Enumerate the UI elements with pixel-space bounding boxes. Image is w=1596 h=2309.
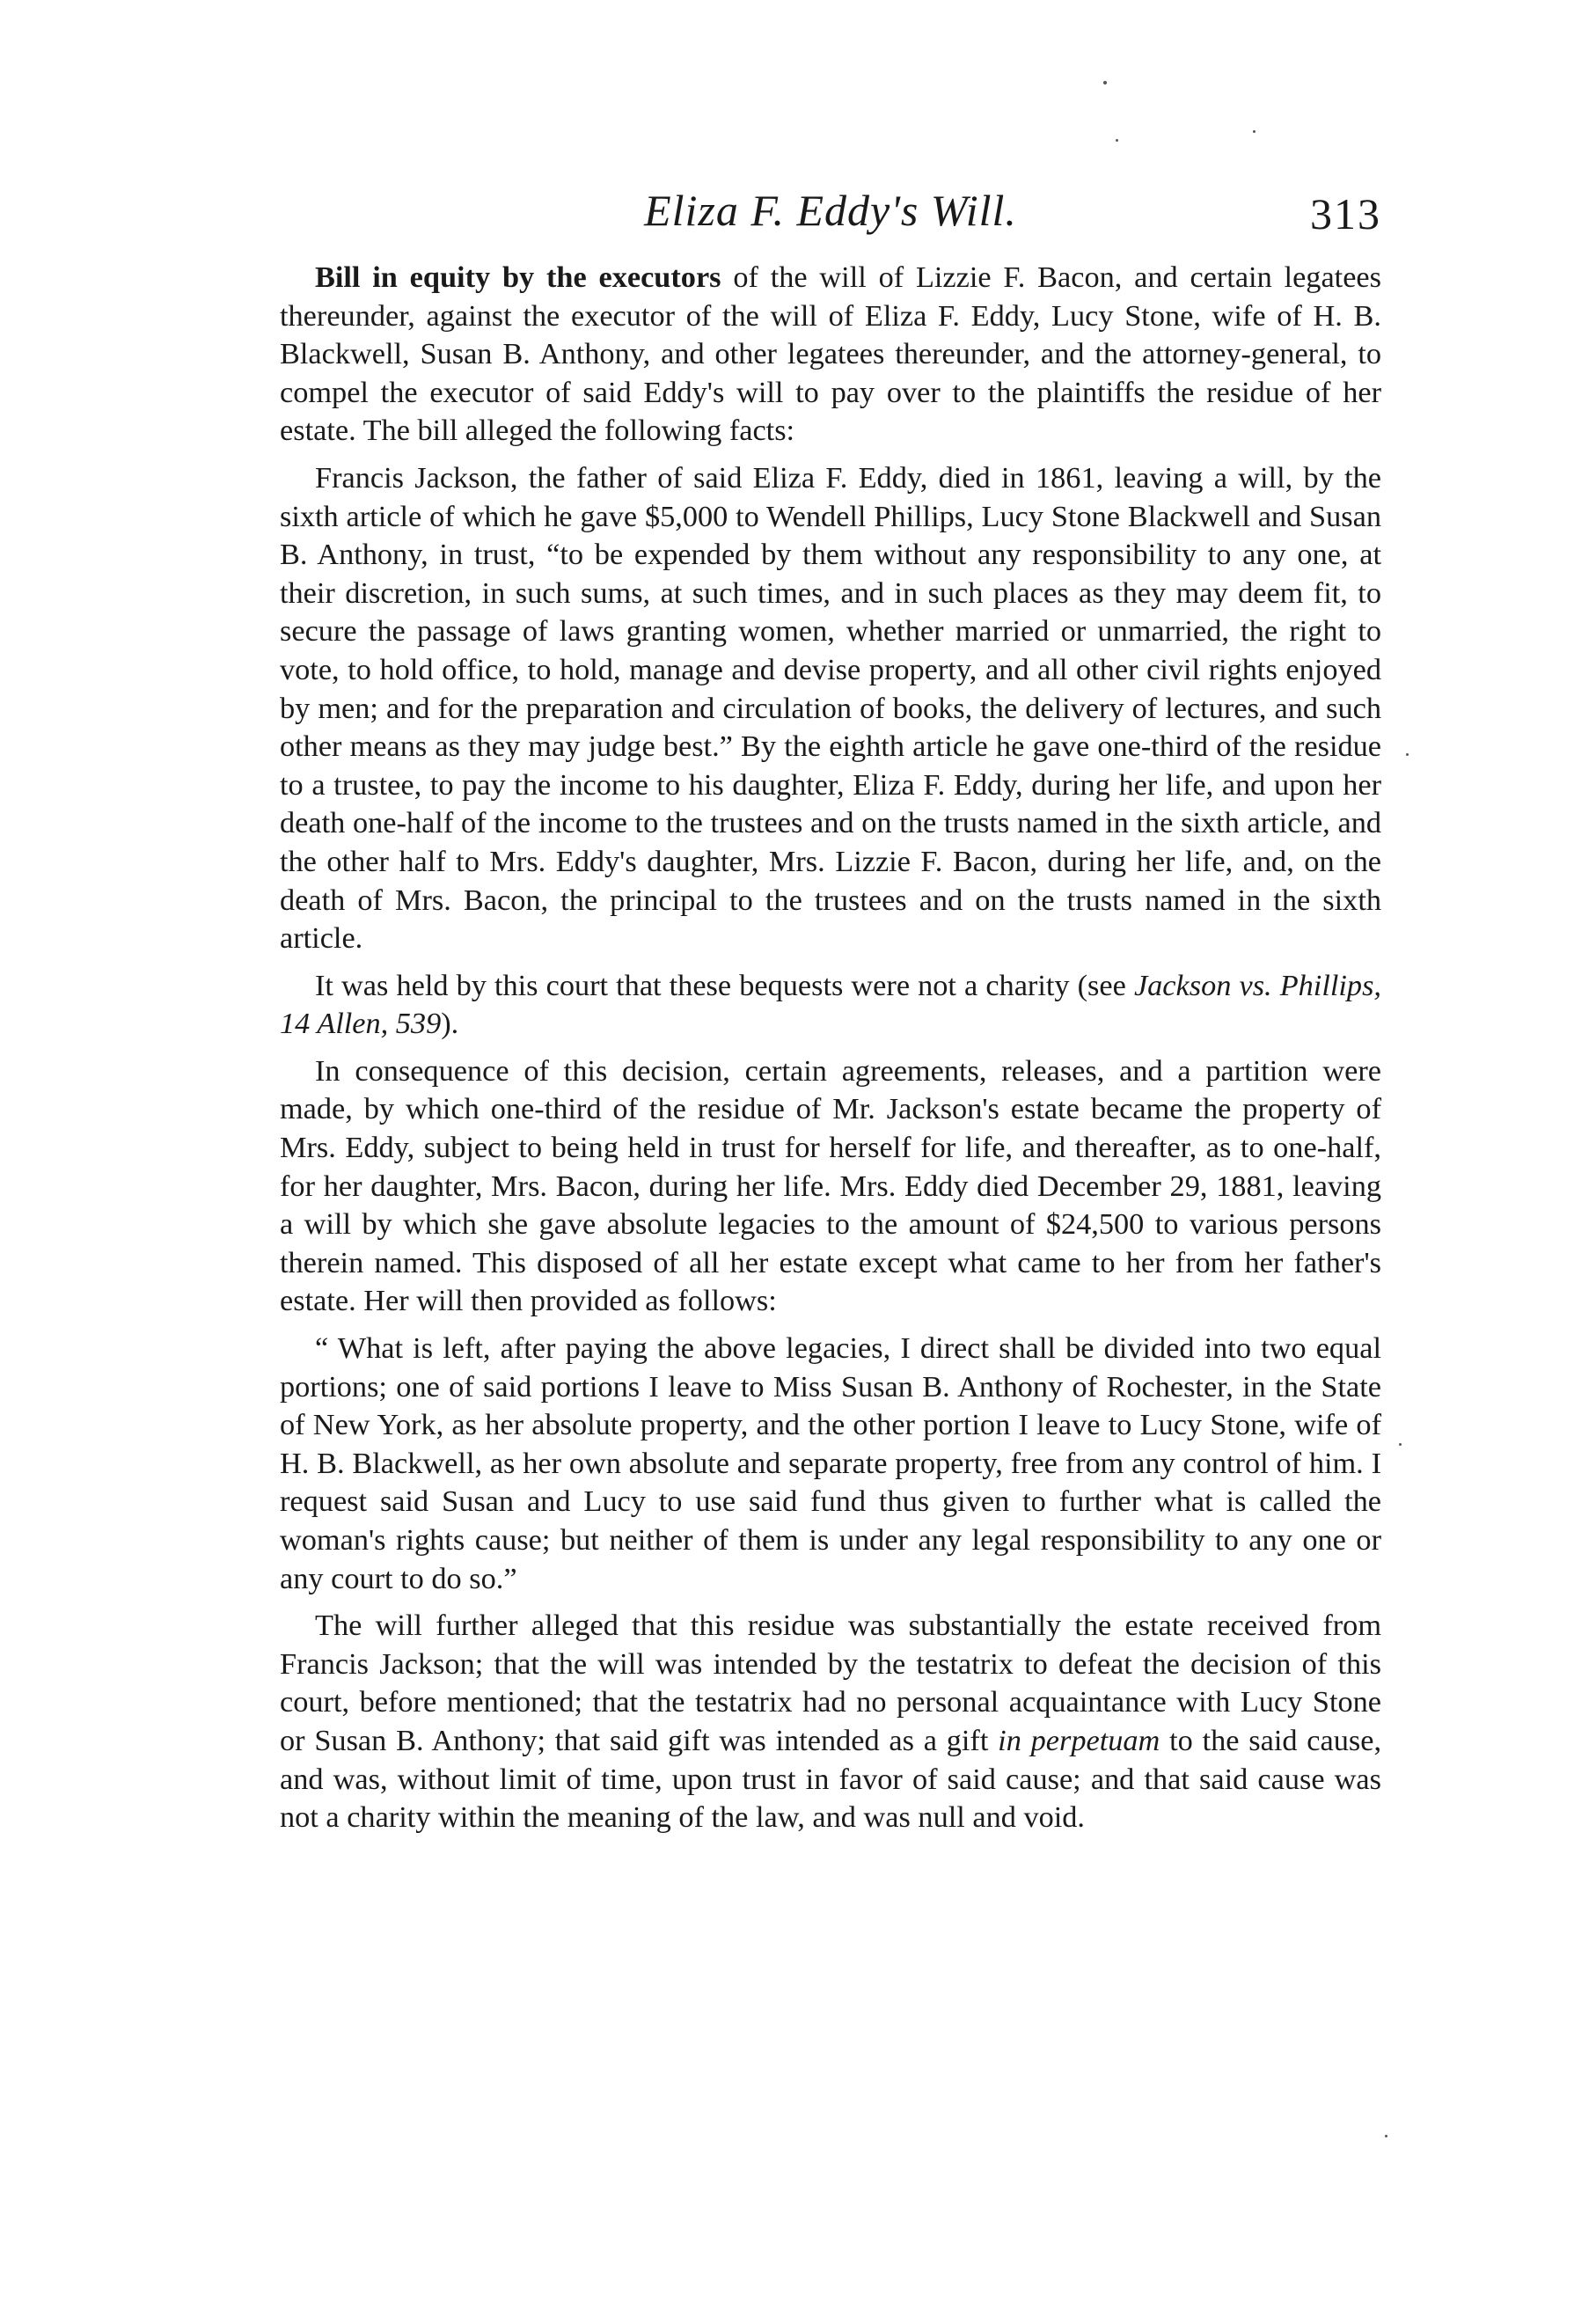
scan-speck bbox=[1116, 139, 1118, 142]
paragraph-text: It was held by this court that these bequests were not a charity (see bbox=[315, 968, 1134, 1002]
paragraph-bill-in-equity bbox=[280, 259, 1381, 451]
page-number: 313 bbox=[1310, 189, 1381, 238]
case-citation: Jackson vs. Phillips, 14 Allen, 539 bbox=[280, 968, 1381, 1041]
paragraph-text: ). bbox=[441, 1007, 459, 1041]
scan-speck bbox=[1385, 2135, 1387, 2137]
latin-phrase: in perpetuam bbox=[998, 1723, 1160, 1757]
paragraph-will-alleged bbox=[280, 1607, 1381, 1837]
scan-speck bbox=[1399, 1443, 1402, 1446]
paragraph-text: of the will of Lizzie F. Bacon, and certain legatees thereunder, against the executor of the will of Eliza F. Eddy, Lucy Stone, wife of H. B. Blackwell, Susan B. Anthony, and other legatees thereunder, and the attorney-general, to compel the executor of said Eddy's will to pay over to the plaintiffs the residue of her estate. The bill alleged the following facts: bbox=[280, 260, 1381, 448]
paragraph-lead: Bill in equity by the executors bbox=[315, 260, 721, 294]
paragraph-francis-jackson: Francis Jackson, the father of said Eliza F. Eddy, died in 1861, leaving a will, by the sixth article of which he gave $5,000 to Wendell Phillips, Lucy Stone Blackwell and Susan B. Anthony, in trust, “to be expended by them without any responsibility to any one, at their discretion, in such sums, at such times, and in such places as they may deem fit, to secure the passage of laws granting women, whether married or unmarried, the right to vote, to hold office, to hold, manage and devise property, and all other civil rights enjoyed by men; and for the preparation and circulation of books, the delivery of lectures, and such other means as they may judge best.” By the eighth article he gave one-third of the residue to a trustee, to pay the income to his daughter, Eliza F. Eddy, during her life, and upon her death one-half of the income to the trustees and on the trusts named in the sixth article, and the other half to Mrs. Eddy's daughter, Mrs. Lizzie F. Bacon, during her life, and, on the death of Mrs. Bacon, the principal to the trustees and on the trusts named in the sixth article. bbox=[280, 460, 1381, 956]
paragraph-consequence: In consequence of this decision, certain agreements, releases, and a partition were made, by which one-third of the residue of Mr. Jackson's estate became the property of Mrs. Eddy, subject to being held in trust for herself for life, and thereafter, as to one-half, for her daughter, Mrs. Bacon, during her life. Mrs. Eddy died December 29, 1881, leaving a will by which she gave absolute legacies to the amount of $24,500 to various persons therein named. This disposed of all her estate except what came to her from her father's estate. Her will then provided as follows: bbox=[280, 1053, 1381, 1318]
paragraph-will-quotation: “ What is left, after paying the above legacies, I direct shall be divided into two equal portions; one of said portions I leave to Miss Susan B. Anthony of Rochester, in the State of New York, as her absolute property, and the other portion I leave to Lucy Stone, wife of H. B. Blackwell, as her own absolute and separate property, free from any control of him. I request said Susan and Lucy to use said fund thus given to further what is called the woman's rights cause; but neither of them is under any legal responsibility to any one or any court to do so.” bbox=[280, 1331, 1381, 1595]
scan-speck bbox=[1406, 753, 1409, 756]
scan-speck bbox=[1253, 130, 1256, 133]
paragraph-text: The will further alleged that this residue was substantially the estate received from Francis Jackson; that the will was intended by the testatrix to defeat the decision of this court, before mentioned; that the testatrix had no personal acquaintance with Lucy Stone or Susan B. Anthony; that said gift was intended as a gift bbox=[280, 1609, 1381, 1757]
paragraph-text: to the said cause, and was, without limit of time, upon trust in favor of said cause; and that said cause was not a charity within the meaning of the law, and was null and void. bbox=[280, 1723, 1382, 1835]
scan-speck bbox=[1103, 81, 1107, 84]
book-page bbox=[280, 176, 1381, 1846]
running-title: Eliza F. Eddy's Will. bbox=[644, 186, 1017, 235]
running-head bbox=[280, 176, 1381, 246]
paragraph-court-held bbox=[280, 967, 1381, 1044]
